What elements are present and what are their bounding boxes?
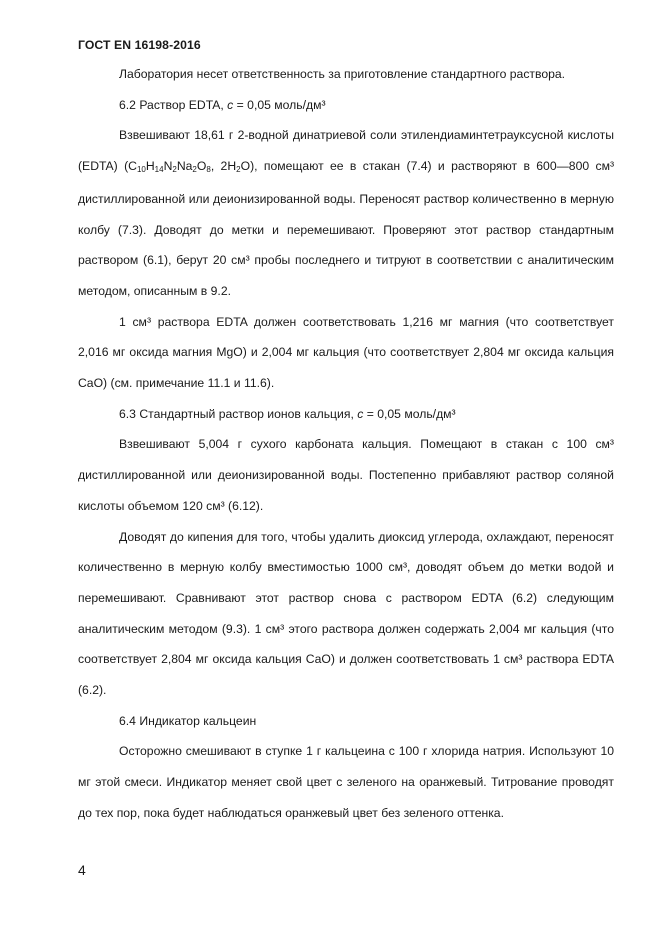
page-number: 4	[78, 862, 86, 878]
formula-element: H	[145, 159, 155, 174]
paragraph-text: Взвешивают 18,61 г 2-водной динатриевой соли этилендиаминтетрауксусной кислоты (EDTA) (C	[78, 128, 614, 174]
formula-element: , 2H	[210, 159, 237, 174]
formula-element: Na	[176, 159, 193, 174]
standard-designation: ГОСТ EN 16198-2016	[78, 38, 201, 52]
paragraph-lab-responsibility: Лаборатория несет ответственность за приготовление стандартного раствора.	[119, 67, 566, 81]
section-heading-6-4: 6.4 Индикатор кальцеин	[119, 713, 257, 728]
concentration-symbol: c	[357, 406, 364, 421]
document-body	[78, 59, 614, 829]
section-title: 6.2 Раствор EDTA,	[119, 97, 224, 112]
formula-subscript: 14	[154, 165, 164, 175]
formula-element: O	[196, 159, 207, 174]
concentration-value: = 0,05 моль/дм³	[366, 406, 456, 421]
paragraph-edta-equivalence: 1 см³ раствора EDTA должен соответствовать 1,216 мг магния (что соответствует 2,016 мг оксида магния MgO) и 2,004 мг кальция (что соответствует 2,804 мг оксида кальция CaO) (см. примечание 11.1 и 11.6).	[78, 314, 614, 391]
paragraph-text: O), помещают ее в стакан (7.4) и растворяют в 600—800 см³ дистиллированной или деионизированной воды. Переносят раствор количественно в мерную колбу (7.3). Доводят до метки и перемешивают. Проверяют этот раствор стандартным раствором (6.1), берут 20 см³ пробы последнего и титруют в соответствии с аналитическим методом, описанным в 9.2.	[78, 159, 615, 298]
concentration-value: = 0,05 моль/дм³	[236, 97, 326, 112]
formula-subscript: 2	[172, 165, 177, 175]
section-heading-6-3	[78, 399, 614, 430]
paragraph-calcium-boiling: Доводят до кипения для того, чтобы удалить диоксид углерода, охлаждают, переносят количественно в мерную колбу вместимостью 1000 см³, доводят объем до метки водой и перемешивают. Сравнивают этот раствор снова с раствором EDTA (6.2) следующим аналитическим методом (9.3). 1 см³ этого раствора должен содержать 2,004 мг кальция (что соответствует 2,804 мг оксида кальция CaO) и должен соответствовать 1 см³ раствора EDTA (6.2).	[78, 529, 614, 698]
formula-subscript: 8	[206, 165, 211, 175]
paragraph-calcium-weighing: Взвешивают 5,004 г сухого карбоната кальция. Помещают в стакан с 100 см³ дистиллированной или деионизированной воды. Постепенно прибавляют раствор соляной кислоты объемом 120 см³ (6.12).	[78, 437, 614, 513]
paragraph-edta-preparation	[78, 120, 614, 306]
concentration-symbol: c	[227, 97, 234, 112]
paragraph-calcein-indicator: Осторожно смешивают в ступке 1 г кальцеина с 100 г хлорида натрия. Используют 10 мг этой смеси. Индикатор меняет свой цвет с зеленого на оранжевый. Титрование проводят до тех пор, пока будет наблюдаться оранжевый цвет без зеленого оттенка.	[78, 744, 614, 820]
formula-subscript: 2	[236, 165, 241, 175]
formula-subscript: 10	[136, 165, 146, 175]
formula-subscript: 2	[192, 165, 197, 175]
section-heading-6-2	[78, 90, 614, 121]
section-title: 6.3 Стандартный раствор ионов кальция,	[119, 406, 354, 421]
formula-element: N	[163, 159, 173, 174]
